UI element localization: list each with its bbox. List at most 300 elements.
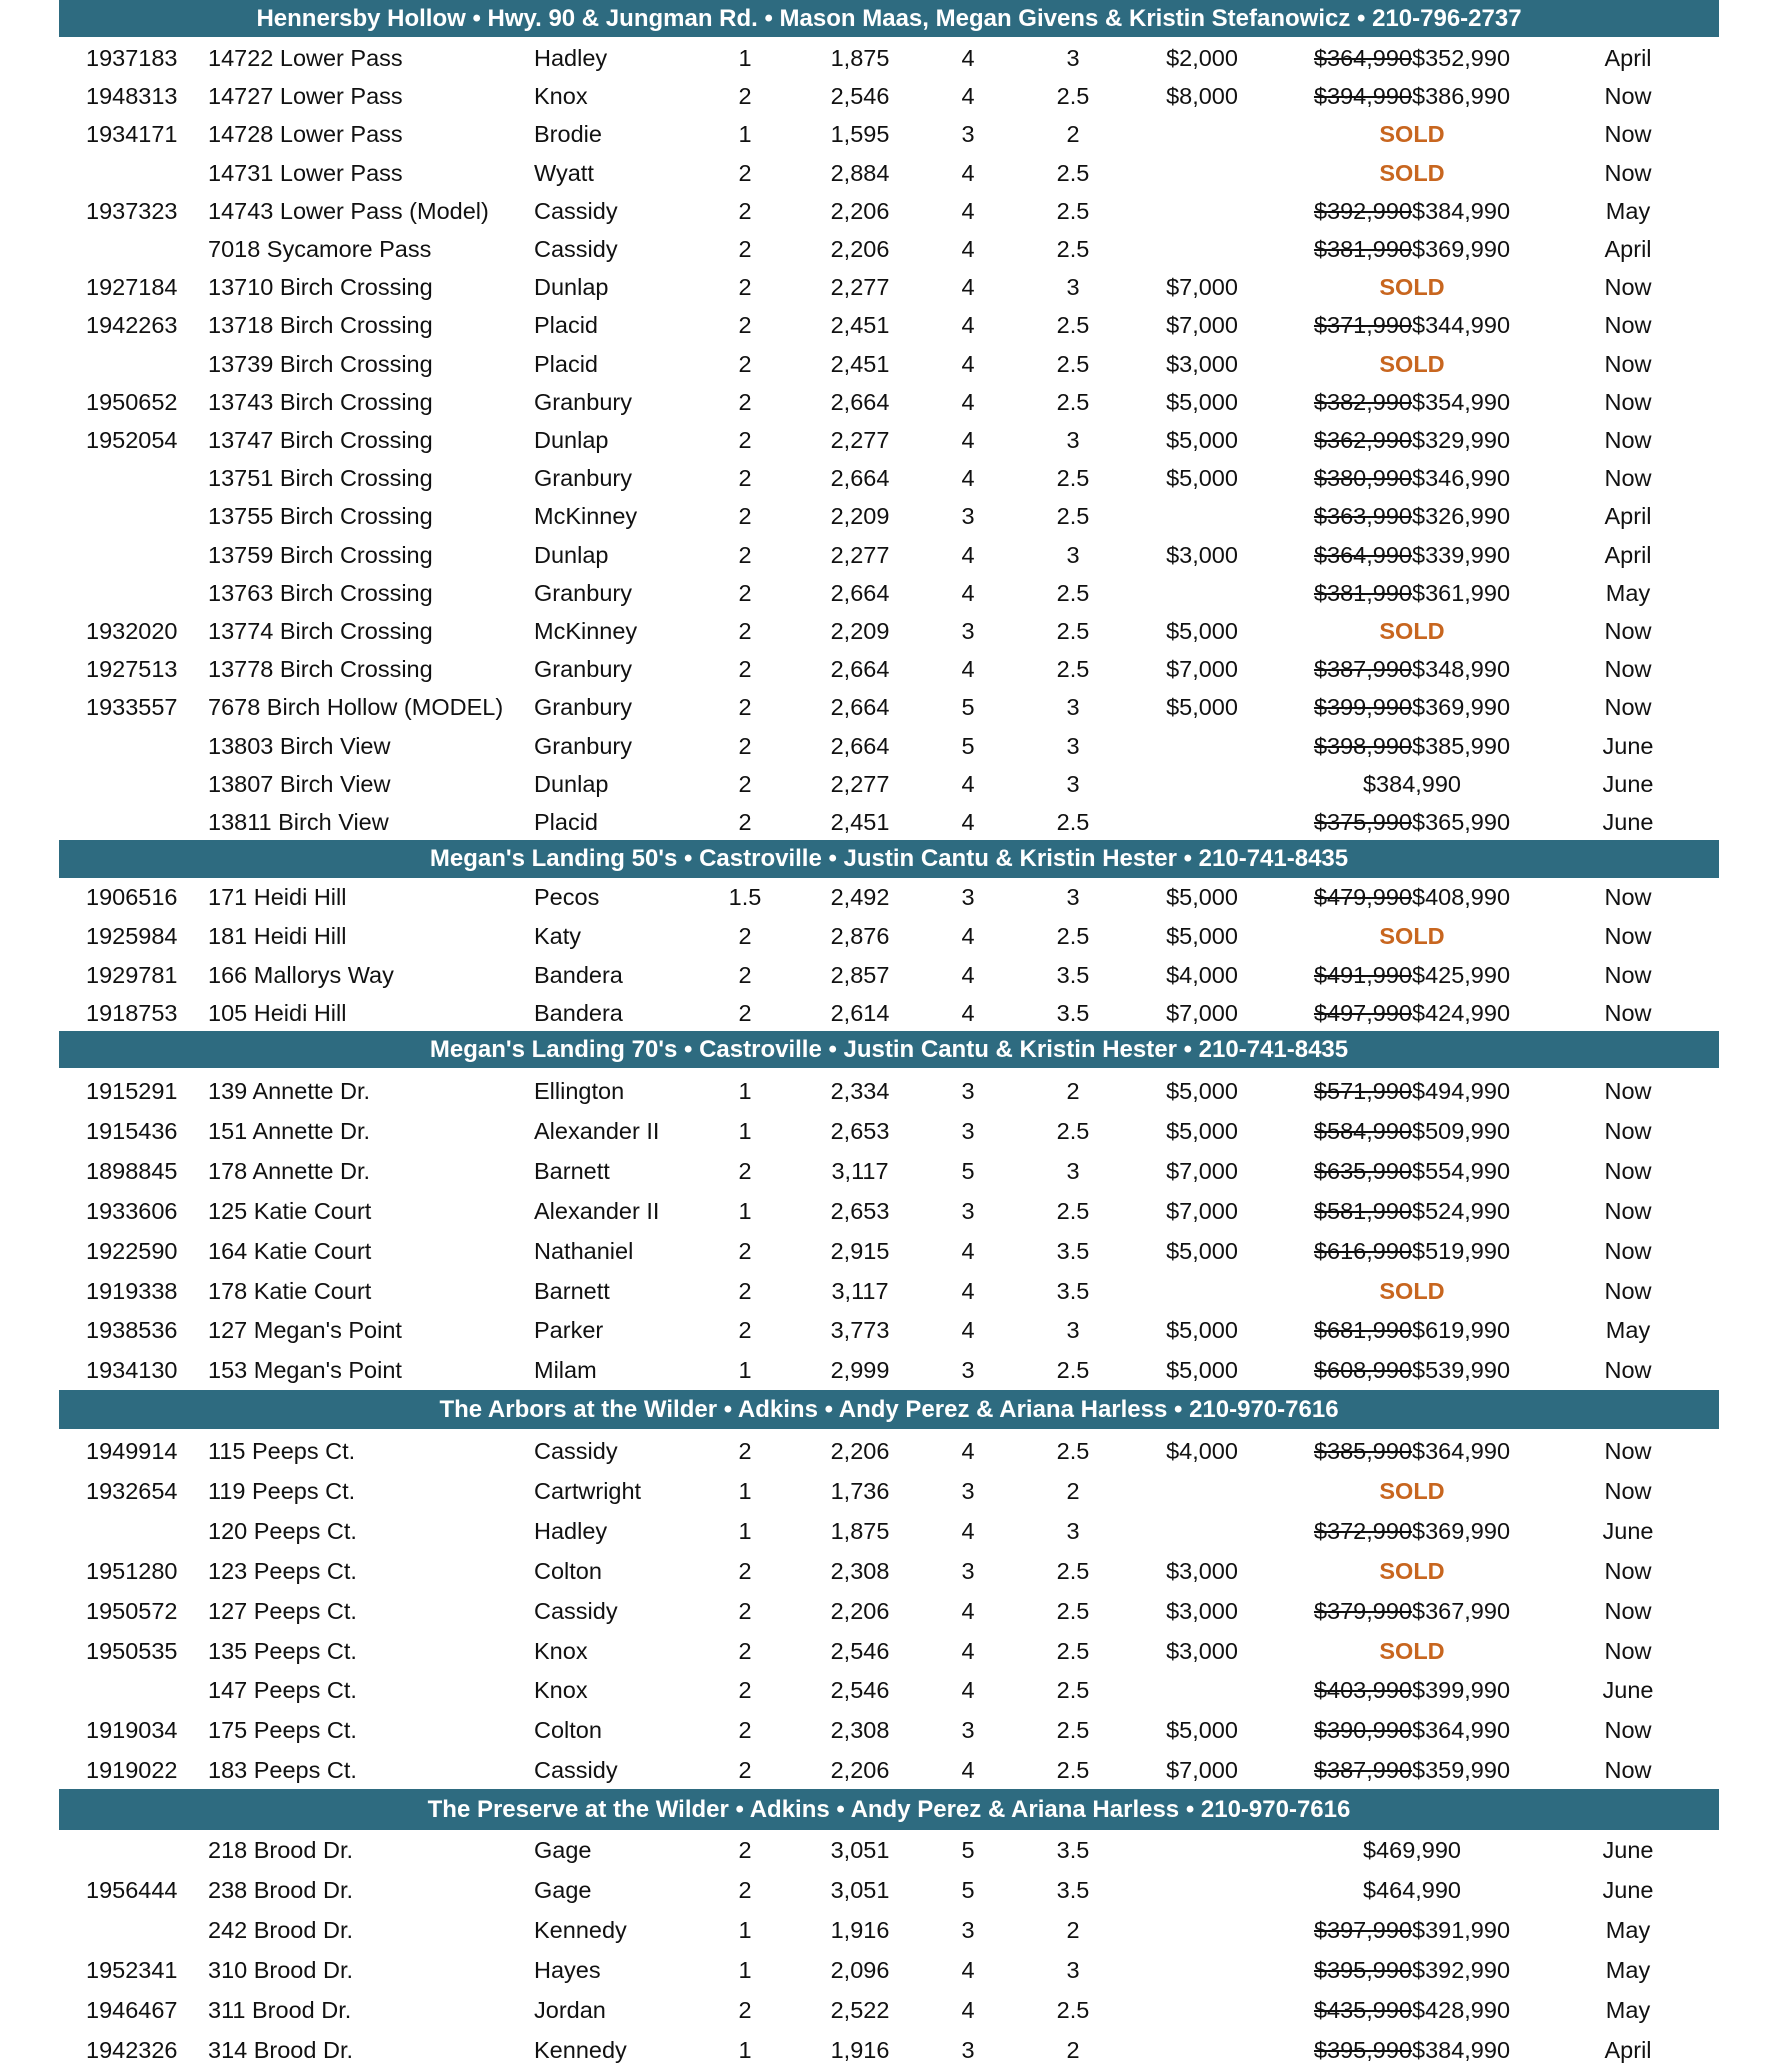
current-price: $329,990 bbox=[1412, 427, 1511, 453]
sold-label: SOLD bbox=[1379, 1637, 1445, 1664]
cell-plan-wrap bbox=[534, 658, 632, 682]
cell-available: Now bbox=[1604, 1717, 1652, 1744]
cell-plan-wrap bbox=[534, 1477, 642, 1504]
cell-plan-wrap bbox=[534, 1517, 608, 1544]
old-price: $479,990 bbox=[1313, 884, 1412, 910]
cell-beds: 4 bbox=[961, 809, 975, 835]
cell-available: May bbox=[1605, 1996, 1651, 2023]
cell-plan: Bandera bbox=[534, 961, 623, 988]
current-price: $554,990 bbox=[1412, 1157, 1511, 1184]
cell-mls-wrap bbox=[86, 1996, 178, 2023]
cell-stories: 2 bbox=[738, 312, 752, 339]
cell-baths: 3 bbox=[1066, 884, 1080, 910]
cell-beds: 4 bbox=[961, 1277, 975, 1304]
current-price: $352,990 bbox=[1412, 45, 1511, 71]
cell-plan-wrap bbox=[534, 1359, 597, 1383]
cell-available: May bbox=[1605, 1317, 1651, 1344]
cell-sqft: 1,916 bbox=[830, 1916, 890, 1943]
cell-mls: 1929781 bbox=[86, 961, 178, 988]
cell-incentive: $2,000 bbox=[1166, 45, 1238, 71]
cell-available: Now bbox=[1604, 694, 1652, 721]
cell-baths: 3 bbox=[1066, 694, 1080, 721]
cell-address-wrap bbox=[208, 1956, 354, 1983]
cell-stories: 2 bbox=[738, 1237, 752, 1264]
cell-mls: 1934171 bbox=[86, 121, 178, 148]
cell-baths: 3 bbox=[1066, 1956, 1080, 1983]
cell-mls-wrap bbox=[86, 1080, 178, 1104]
cell-stories: 2 bbox=[738, 618, 752, 644]
current-price: $494,990 bbox=[1412, 1078, 1511, 1104]
cell-stories: 1 bbox=[738, 1477, 752, 1504]
cell-mls-wrap bbox=[86, 696, 178, 720]
cell-beds: 4 bbox=[961, 427, 975, 453]
cell-mls: 1956444 bbox=[86, 1876, 178, 1903]
cell-sqft: 2,206 bbox=[830, 236, 890, 262]
current-price: $384,990 bbox=[1412, 2036, 1511, 2063]
cell-stories: 2 bbox=[738, 83, 752, 110]
cell-incentive: $3,000 bbox=[1166, 1637, 1238, 1664]
current-price: $369,990 bbox=[1412, 694, 1511, 721]
old-price: $394,990 bbox=[1313, 83, 1412, 110]
cell-incentive: $7,000 bbox=[1166, 312, 1238, 339]
cell-baths: 2.5 bbox=[1056, 465, 1090, 492]
cell-sqft: 2,206 bbox=[830, 1757, 890, 1784]
cell-plan-wrap bbox=[534, 1157, 610, 1184]
cell-baths: 2.5 bbox=[1056, 1717, 1090, 1744]
cell-mls: 1952341 bbox=[86, 1956, 178, 1983]
cell-address: 13747 Birch Crossing bbox=[208, 427, 433, 453]
cell-baths: 2.5 bbox=[1056, 388, 1090, 415]
cell-mls: 1950535 bbox=[86, 1637, 178, 1664]
cell-address-wrap bbox=[208, 961, 394, 988]
current-price: $509,990 bbox=[1412, 1117, 1511, 1144]
sold-label: SOLD bbox=[1379, 159, 1445, 186]
cell-stories: 2 bbox=[738, 732, 752, 759]
old-price: $497,990 bbox=[1313, 1000, 1412, 1027]
current-price: $619,990 bbox=[1412, 1317, 1511, 1344]
cell-available: Now bbox=[1604, 465, 1652, 492]
cell-stories: 2 bbox=[738, 1597, 752, 1624]
cell-sqft: 1,916 bbox=[830, 2036, 890, 2063]
cell-available: April bbox=[1604, 45, 1652, 71]
cell-address-wrap bbox=[208, 429, 433, 453]
cell-mls: 1946467 bbox=[86, 1996, 178, 2023]
old-price: $371,990 bbox=[1313, 312, 1412, 339]
current-price: $391,990 bbox=[1412, 1916, 1511, 1943]
cell-mls-wrap bbox=[86, 1719, 178, 1743]
cell-address-wrap bbox=[208, 922, 347, 949]
cell-mls: 1933606 bbox=[86, 1197, 178, 1224]
cell-plan-wrap bbox=[534, 811, 598, 835]
current-price: $386,990 bbox=[1412, 83, 1511, 110]
cell-address: 13774 Birch Crossing bbox=[208, 618, 433, 644]
cell-baths: 2.5 bbox=[1056, 1117, 1090, 1144]
cell-address-wrap bbox=[208, 1719, 357, 1743]
cell-address-wrap bbox=[208, 1359, 402, 1383]
cell-sqft: 2,857 bbox=[830, 961, 890, 988]
cell-mls: 1932020 bbox=[86, 618, 178, 644]
cell-beds: 3 bbox=[961, 1078, 975, 1104]
cell-available: Now bbox=[1604, 618, 1652, 644]
cell-stories: 1 bbox=[738, 1078, 752, 1104]
cell-stories: 2 bbox=[738, 809, 752, 835]
cell-available: Now bbox=[1604, 1357, 1652, 1384]
section-header: Megan's Landing 70's • Castroville • Justin Cantu & Kristin Hester • 210-741-8435 bbox=[59, 1031, 1719, 1068]
cell-available: Now bbox=[1604, 1117, 1652, 1144]
cell-stories: 2 bbox=[738, 1717, 752, 1744]
cell-address: 166 Mallorys Way bbox=[208, 961, 394, 988]
cell-plan: Colton bbox=[534, 1557, 602, 1584]
cell-baths: 2 bbox=[1066, 121, 1080, 148]
cell-plan: Parker bbox=[534, 1317, 604, 1344]
cell-address-wrap bbox=[208, 123, 403, 147]
cell-address: 311 Brood Dr. bbox=[208, 1996, 352, 2023]
cell-plan: Jordan bbox=[534, 1996, 606, 2023]
cell-address: 13807 Birch View bbox=[208, 770, 391, 797]
cell-mls: 1906516 bbox=[86, 884, 178, 910]
cell-plan-wrap bbox=[534, 1719, 602, 1743]
cell-stories: 2 bbox=[738, 388, 752, 415]
cell-beds: 4 bbox=[961, 1757, 975, 1784]
cell-stories: 2 bbox=[738, 1000, 752, 1027]
old-price: $392,990 bbox=[1313, 197, 1412, 224]
cell-plan: Bandera bbox=[534, 1000, 623, 1027]
old-price: $571,990 bbox=[1313, 1078, 1412, 1104]
cell-available: Now bbox=[1604, 656, 1652, 683]
cell-plan-wrap bbox=[534, 1237, 634, 1264]
cell-address: 7678 Birch Hollow (MODEL) bbox=[208, 694, 504, 721]
cell-baths: 3.5 bbox=[1056, 1000, 1090, 1027]
cell-plan: Granbury bbox=[534, 388, 632, 415]
cell-stories: 2 bbox=[738, 1837, 752, 1863]
cell-incentive: $5,000 bbox=[1166, 1317, 1238, 1344]
cell-mls-wrap bbox=[86, 1759, 178, 1783]
cell-address: 123 Peeps Ct. bbox=[208, 1557, 357, 1584]
cell-baths: 2.5 bbox=[1056, 1357, 1090, 1384]
cell-plan: Cartwright bbox=[534, 1477, 642, 1504]
cell-available: May bbox=[1605, 1956, 1651, 1983]
cell-beds: 4 bbox=[961, 350, 975, 377]
cell-baths: 2.5 bbox=[1056, 1597, 1090, 1624]
current-price: $359,990 bbox=[1412, 1757, 1511, 1784]
cell-stories: 2 bbox=[738, 159, 752, 186]
cell-baths: 2.5 bbox=[1056, 809, 1090, 835]
old-price: $581,990 bbox=[1313, 1197, 1412, 1224]
cell-plan-wrap bbox=[534, 922, 582, 949]
cell-address-wrap bbox=[208, 579, 433, 606]
cell-plan: Knox bbox=[534, 1677, 588, 1704]
cell-plan-wrap bbox=[534, 350, 599, 377]
old-price: $382,990 bbox=[1313, 388, 1412, 415]
cell-address-wrap bbox=[208, 1996, 352, 2023]
cell-available: Now bbox=[1604, 274, 1652, 301]
cell-sqft: 2,664 bbox=[830, 694, 890, 721]
cell-plan: Granbury bbox=[534, 732, 632, 759]
cell-address: 151 Annette Dr. bbox=[208, 1117, 371, 1144]
cell-address-wrap bbox=[208, 1002, 346, 1026]
cell-available: Now bbox=[1604, 1597, 1652, 1624]
cell-sqft: 2,451 bbox=[830, 312, 890, 339]
cell-address-wrap bbox=[208, 1876, 354, 1903]
cell-beds: 5 bbox=[961, 1157, 975, 1184]
cell-address-wrap bbox=[208, 696, 503, 720]
cell-sqft: 3,117 bbox=[831, 1157, 889, 1184]
current-price: $365,990 bbox=[1412, 809, 1511, 835]
cell-plan-wrap bbox=[534, 1557, 602, 1584]
cell-address: 13718 Birch Crossing bbox=[208, 312, 433, 339]
cell-address-wrap bbox=[208, 1637, 357, 1664]
cell-mls: 1950652 bbox=[86, 388, 178, 415]
cell-mls-wrap bbox=[86, 658, 178, 682]
current-price: $424,990 bbox=[1412, 1000, 1511, 1027]
old-price: $398,990 bbox=[1313, 732, 1412, 759]
cell-sqft: 3,051 bbox=[830, 1837, 890, 1863]
current-price: $392,990 bbox=[1412, 1956, 1511, 1983]
cell-plan: Hadley bbox=[534, 45, 608, 71]
cell-mls: 1937183 bbox=[86, 45, 178, 71]
cell-address-wrap bbox=[208, 1517, 357, 1544]
old-price: $397,990 bbox=[1313, 1916, 1412, 1943]
cell-mls-wrap bbox=[86, 1557, 178, 1584]
cell-plan: Granbury bbox=[534, 656, 632, 683]
cell-stories: 2 bbox=[738, 1757, 752, 1784]
cell-beds: 4 bbox=[961, 922, 975, 949]
cell-plan: Cassidy bbox=[534, 1597, 618, 1624]
cell-available: Now bbox=[1604, 121, 1652, 148]
cell-address: 127 Megan's Point bbox=[208, 1317, 402, 1344]
cell-available: June bbox=[1602, 809, 1654, 835]
cell-baths: 3 bbox=[1066, 1517, 1080, 1544]
cell-mls: 1950572 bbox=[86, 1597, 178, 1624]
current-price: $354,990 bbox=[1412, 388, 1511, 415]
cell-plan-wrap bbox=[534, 696, 632, 720]
cell-stories: 2 bbox=[738, 274, 752, 301]
cell-mls: 1918753 bbox=[86, 1000, 178, 1027]
cell-mls: 1915291 bbox=[86, 1078, 178, 1104]
cell-available: Now bbox=[1604, 350, 1652, 377]
cell-mls-wrap bbox=[86, 1477, 178, 1504]
cell-stories: 2 bbox=[738, 236, 752, 262]
old-price: $362,990 bbox=[1313, 427, 1412, 453]
old-price: $375,990 bbox=[1313, 809, 1412, 835]
cell-plan-wrap bbox=[534, 467, 632, 491]
cell-baths: 3.5 bbox=[1056, 1876, 1090, 1903]
cell-address-wrap bbox=[208, 1277, 372, 1304]
cell-sqft: 2,206 bbox=[830, 197, 890, 224]
cell-mls-wrap bbox=[86, 1876, 178, 1903]
cell-incentive: $4,000 bbox=[1166, 961, 1238, 988]
cell-stories: 2 bbox=[738, 579, 752, 606]
cell-sqft: 1,736 bbox=[830, 1477, 890, 1504]
cell-address: 171 Heidi Hill bbox=[208, 884, 347, 910]
cell-baths: 3.5 bbox=[1056, 961, 1090, 988]
cell-address-wrap bbox=[208, 1477, 356, 1504]
cell-available: April bbox=[1604, 503, 1652, 530]
cell-address: 238 Brood Dr. bbox=[208, 1876, 354, 1903]
cell-plan: Barnett bbox=[534, 1277, 610, 1304]
cell-mls: 1951280 bbox=[86, 1557, 178, 1584]
cell-incentive: $5,000 bbox=[1166, 1357, 1238, 1384]
current-price: $369,990 bbox=[1412, 236, 1511, 262]
cell-incentive: $4,000 bbox=[1166, 1438, 1238, 1464]
cell-plan: Brodie bbox=[534, 121, 602, 148]
cell-baths: 2 bbox=[1066, 1477, 1080, 1504]
current-price: $385,990 bbox=[1412, 732, 1511, 759]
cell-address-wrap bbox=[208, 238, 431, 262]
cell-mls-wrap bbox=[86, 1157, 178, 1184]
cell-plan-wrap bbox=[534, 1002, 623, 1026]
cell-plan-wrap bbox=[534, 620, 637, 644]
cell-stories: 1 bbox=[738, 2036, 752, 2063]
cell-plan-wrap bbox=[534, 1117, 660, 1144]
cell-mls: 1919338 bbox=[86, 1277, 178, 1304]
section-header: The Preserve at the Wilder • Adkins • Andy Perez & Ariana Harless • 210-970-7616 bbox=[59, 1789, 1719, 1830]
cell-baths: 2 bbox=[1066, 1078, 1080, 1104]
cell-mls-wrap bbox=[86, 961, 178, 988]
cell-beds: 4 bbox=[961, 770, 975, 797]
old-price: $364,990 bbox=[1313, 45, 1412, 71]
cell-plan-wrap bbox=[534, 85, 588, 109]
cell-address: 13739 Birch Crossing bbox=[208, 350, 433, 377]
cell-sqft: 2,308 bbox=[830, 1717, 890, 1744]
cell-beds: 4 bbox=[961, 274, 975, 301]
cell-stories: 1.5 bbox=[728, 884, 762, 910]
cell-plan-wrap bbox=[534, 197, 618, 224]
cell-available: Now bbox=[1604, 1557, 1652, 1584]
cell-sqft: 2,915 bbox=[830, 1237, 890, 1264]
cell-address: 183 Peeps Ct. bbox=[208, 1757, 357, 1784]
sold-label: SOLD bbox=[1379, 922, 1445, 949]
old-price: $491,990 bbox=[1313, 961, 1412, 988]
cell-mls-wrap bbox=[86, 85, 178, 109]
cell-stories: 1 bbox=[738, 1517, 752, 1544]
cell-mls: 1925984 bbox=[86, 922, 178, 949]
cell-mls-wrap bbox=[86, 1637, 178, 1664]
cell-plan: Alexander II bbox=[534, 1117, 660, 1144]
cell-mls-wrap bbox=[86, 1440, 178, 1464]
cell-beds: 4 bbox=[961, 541, 975, 568]
cell-baths: 2.5 bbox=[1056, 83, 1090, 110]
cell-address-wrap bbox=[208, 47, 403, 71]
cell-address: 181 Heidi Hill bbox=[208, 922, 347, 949]
cell-beds: 4 bbox=[961, 236, 975, 262]
cell-plan-wrap bbox=[534, 579, 632, 606]
cell-baths: 3 bbox=[1066, 45, 1080, 71]
current-price: $367,990 bbox=[1412, 1597, 1511, 1624]
current-price: $428,990 bbox=[1412, 1996, 1511, 2023]
cell-baths: 2.5 bbox=[1056, 197, 1090, 224]
cell-incentive: $7,000 bbox=[1166, 1757, 1238, 1784]
cell-sqft: 2,277 bbox=[830, 427, 890, 453]
sold-label: SOLD bbox=[1379, 274, 1445, 301]
cell-plan: Katy bbox=[534, 922, 582, 949]
cell-baths: 3 bbox=[1066, 732, 1080, 759]
cell-incentive: $5,000 bbox=[1166, 1117, 1238, 1144]
cell-address: 178 Katie Court bbox=[208, 1277, 372, 1304]
old-price: $379,990 bbox=[1313, 1597, 1412, 1624]
old-price: $390,990 bbox=[1313, 1717, 1412, 1744]
cell-sqft: 2,206 bbox=[830, 1597, 890, 1624]
cell-available: June bbox=[1602, 1517, 1654, 1544]
cell-address-wrap bbox=[208, 1597, 357, 1624]
cell-beds: 4 bbox=[961, 1637, 975, 1664]
cell-stories: 2 bbox=[738, 1438, 752, 1464]
cell-incentive: $7,000 bbox=[1166, 656, 1238, 683]
cell-available: June bbox=[1602, 1876, 1654, 1903]
cell-available: May bbox=[1605, 197, 1651, 224]
cell-address-wrap bbox=[208, 732, 391, 759]
current-price: $364,990 bbox=[1412, 1717, 1511, 1744]
current-price: $399,990 bbox=[1412, 1677, 1511, 1704]
cell-baths: 2.5 bbox=[1056, 618, 1090, 644]
cell-address: 175 Peeps Ct. bbox=[208, 1717, 357, 1744]
cell-mls-wrap bbox=[86, 388, 178, 415]
cell-mls: 1937323 bbox=[86, 197, 178, 224]
cell-baths: 2.5 bbox=[1056, 1197, 1090, 1224]
cell-address-wrap bbox=[208, 1557, 357, 1584]
cell-available: Now bbox=[1604, 1438, 1652, 1464]
sold-label: SOLD bbox=[1379, 1477, 1445, 1504]
old-price: $635,990 bbox=[1313, 1157, 1412, 1184]
cell-stories: 2 bbox=[738, 1876, 752, 1903]
cell-incentive: $5,000 bbox=[1166, 465, 1238, 492]
cell-mls: 1927513 bbox=[86, 656, 178, 683]
cell-incentive: $5,000 bbox=[1166, 694, 1238, 721]
cell-sqft: 2,277 bbox=[830, 274, 890, 301]
cell-beds: 4 bbox=[961, 1438, 975, 1464]
cell-beds: 3 bbox=[961, 1557, 975, 1584]
cell-stories: 2 bbox=[738, 922, 752, 949]
cell-available: Now bbox=[1604, 961, 1652, 988]
sold-label: SOLD bbox=[1379, 1277, 1445, 1304]
cell-baths: 2.5 bbox=[1056, 1557, 1090, 1584]
cell-plan-wrap bbox=[534, 2036, 627, 2063]
cell-stories: 2 bbox=[738, 1277, 752, 1304]
cell-beds: 4 bbox=[961, 312, 975, 339]
cell-address: 164 Katie Court bbox=[208, 1237, 372, 1264]
cell-address-wrap bbox=[208, 886, 346, 910]
cell-address-wrap bbox=[208, 1157, 371, 1184]
cell-available: Now bbox=[1604, 1237, 1652, 1264]
cell-beds: 5 bbox=[961, 1837, 975, 1863]
cell-stories: 1 bbox=[738, 121, 752, 148]
cell-plan: Dunlap bbox=[534, 541, 609, 568]
cell-sqft: 2,614 bbox=[830, 1000, 890, 1027]
sold-label: SOLD bbox=[1379, 350, 1445, 377]
section-header: Megan's Landing 50's • Castroville • Justin Cantu & Kristin Hester • 210-741-8435 bbox=[59, 840, 1719, 878]
cell-plan: Placid bbox=[534, 312, 599, 339]
current-price: $369,990 bbox=[1412, 1517, 1511, 1544]
cell-address: 218 Brood Dr. bbox=[208, 1837, 354, 1863]
cell-address: 14728 Lower Pass bbox=[208, 121, 403, 148]
current-price: $425,990 bbox=[1412, 961, 1511, 988]
cell-stories: 2 bbox=[738, 961, 752, 988]
cell-address-wrap bbox=[208, 1759, 357, 1783]
cell-sqft: 2,664 bbox=[830, 732, 890, 759]
old-price: $403,990 bbox=[1313, 1677, 1412, 1704]
cell-mls-wrap bbox=[86, 886, 178, 910]
cell-available: Now bbox=[1604, 312, 1652, 339]
cell-beds: 4 bbox=[961, 1597, 975, 1624]
cell-address: 13763 Birch Crossing bbox=[208, 579, 433, 606]
cell-sqft: 1,875 bbox=[830, 1517, 890, 1544]
cell-available: Now bbox=[1604, 1197, 1652, 1224]
current-price: $346,990 bbox=[1412, 465, 1511, 492]
current-price: $519,990 bbox=[1412, 1237, 1511, 1264]
cell-incentive: $5,000 bbox=[1166, 1237, 1238, 1264]
current-price: $361,990 bbox=[1412, 579, 1511, 606]
cell-baths: 3 bbox=[1066, 427, 1080, 453]
